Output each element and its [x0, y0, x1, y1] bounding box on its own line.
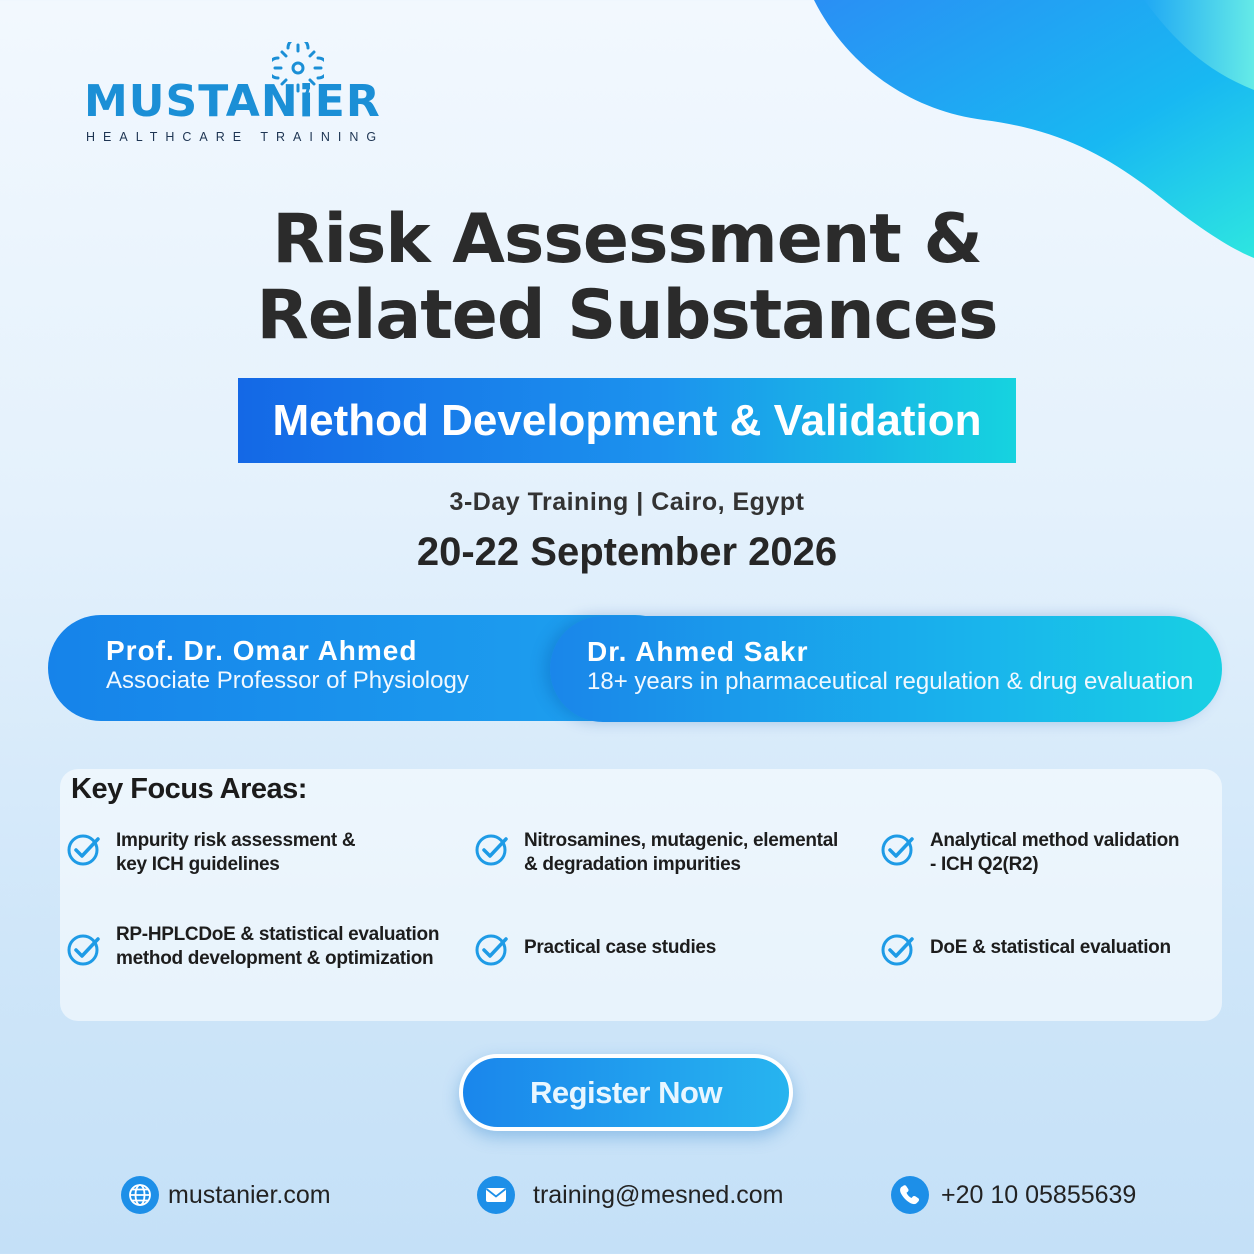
check-icon	[474, 931, 510, 967]
training-meta: 3-Day Training | Cairo, Egypt	[449, 488, 805, 516]
email-text: training@mesned.com	[533, 1181, 784, 1209]
focus-item-label: Nitrosamines, mutagenic, elemental & degradation impurities	[524, 830, 838, 875]
key-focus-panel	[60, 769, 1222, 1021]
brand-logo	[84, 42, 385, 152]
speaker-name: Dr. Ahmed Sakr	[587, 636, 809, 667]
speaker-role: 18+ years in pharmaceutical regulation & drug evaluation	[587, 668, 1194, 695]
check-icon	[66, 831, 102, 867]
title-line-1: Risk Assessment &	[272, 200, 982, 279]
check-icon	[880, 831, 916, 867]
page-title	[0, 202, 1254, 354]
phone-text: +20 10 05855639	[941, 1181, 1137, 1209]
speaker-card-2	[550, 616, 1222, 722]
focus-item-label: Practical case studies	[524, 937, 716, 958]
speaker-role: Associate Professor of Physiology	[106, 667, 469, 694]
brand-name: MUSTANiER	[84, 76, 381, 127]
focus-item-label: RP-HPLCDoE & statistical evaluation method development & optimization	[116, 924, 440, 969]
brand-tagline: HEALTHCARE TRAINING	[86, 130, 385, 144]
mail-icon	[476, 1175, 516, 1215]
focus-item-label: Analytical method validation - ICH Q2(R2)	[930, 830, 1180, 875]
check-icon	[66, 931, 102, 967]
title-line-2: Related Substances	[256, 276, 998, 355]
register-button[interactable]: Register Now	[459, 1054, 793, 1131]
phone-icon	[890, 1175, 930, 1215]
website-text: mustanier.com	[168, 1181, 331, 1209]
training-date: 20-22 September 2026	[416, 530, 838, 574]
speaker-name: Prof. Dr. Omar Ahmed	[106, 635, 418, 666]
focus-heading: Key Focus Areas:	[71, 773, 307, 805]
focus-item-label: DoE & statistical evaluation	[930, 937, 1171, 958]
subtitle-banner: Method Development & Validation	[238, 378, 1016, 463]
globe-icon	[120, 1175, 160, 1215]
check-icon	[474, 831, 510, 867]
focus-item-label: Impurity risk assessment & key ICH guidelines	[116, 830, 356, 875]
check-icon	[880, 931, 916, 967]
